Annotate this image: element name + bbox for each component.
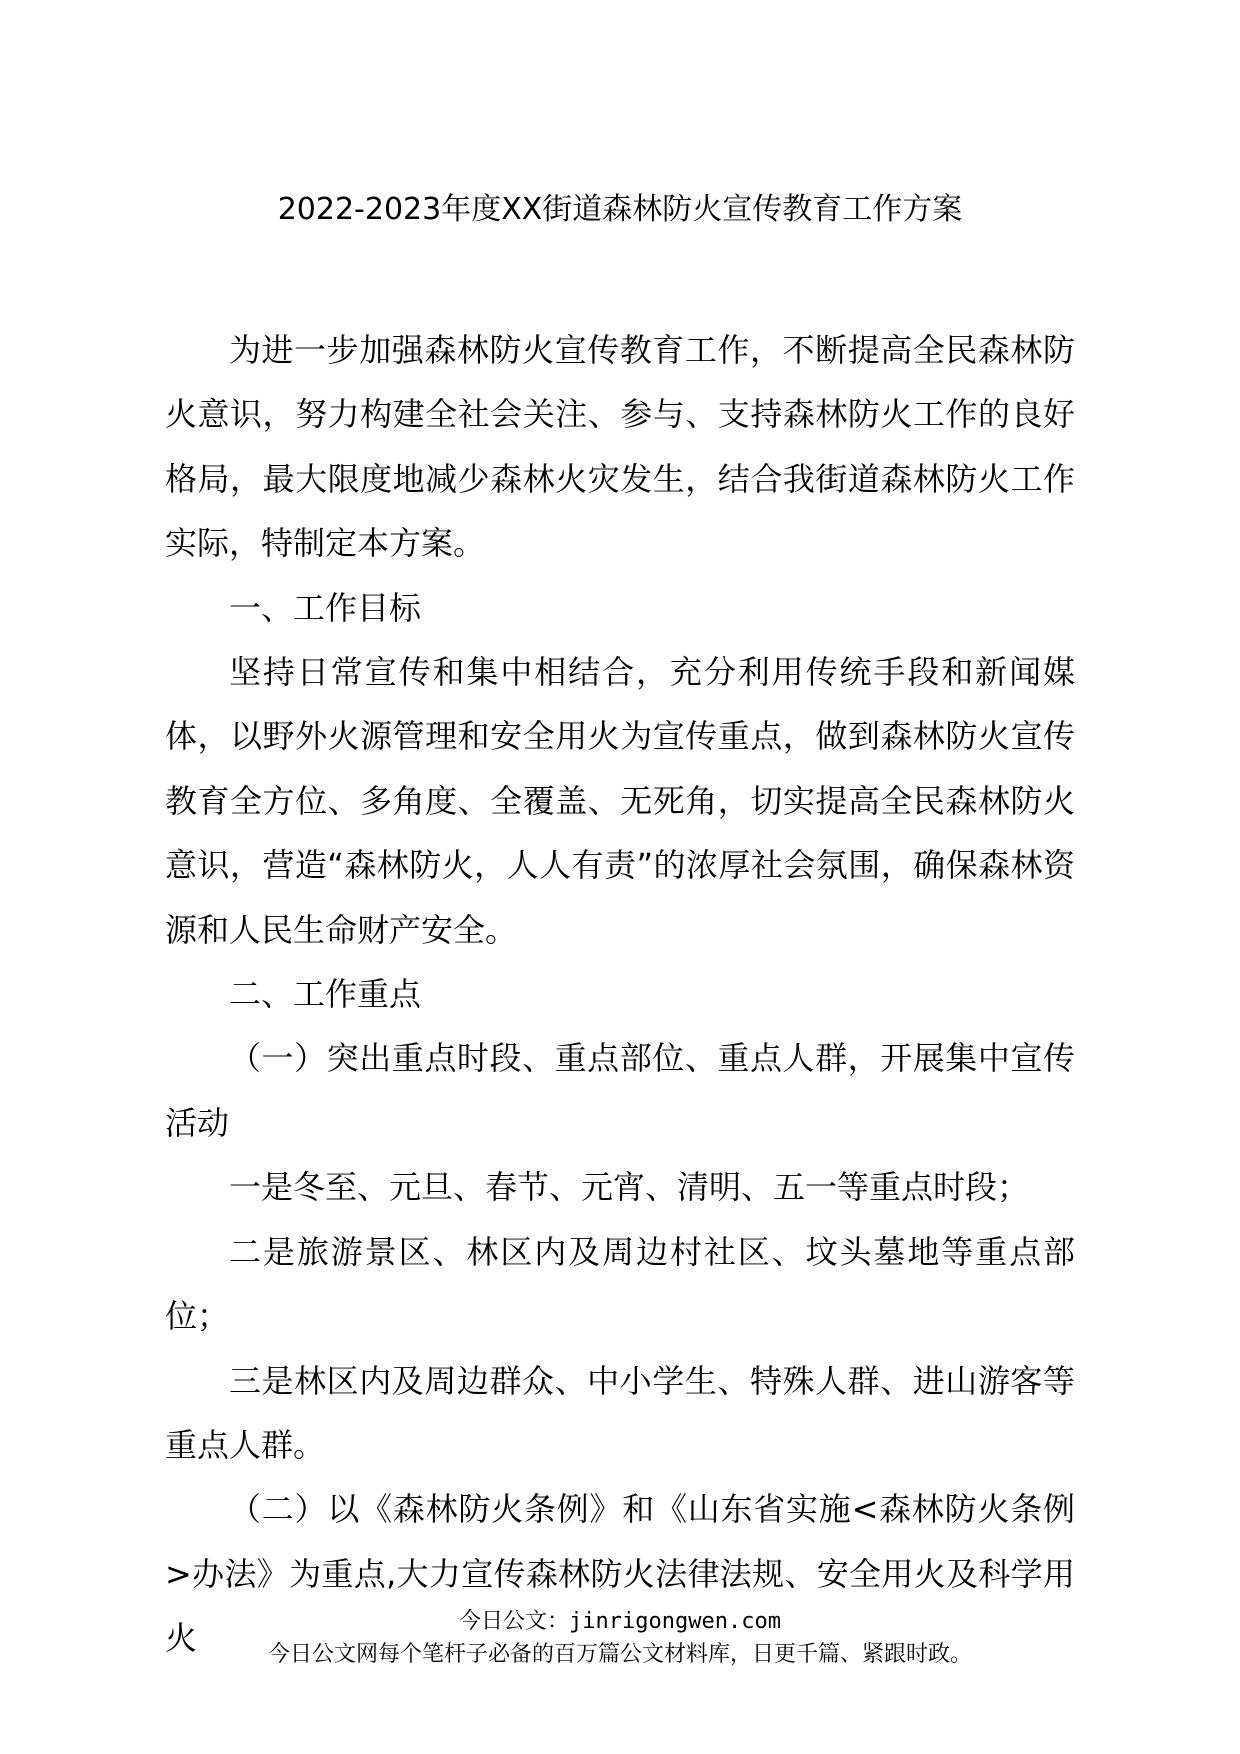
- subsection-heading-1: （一）突出重点时段、重点部位、重点人群，开展集中宣传活动: [165, 1039, 1075, 1142]
- document-body: [165, 318, 1075, 1671]
- footer-slogan: 今日公文网每个笔杆子必备的百万篇公文材料库，日更千篇、紧跟时政。: [267, 1642, 972, 1667]
- intro-paragraph: 为进一步加强森林防火宣传教育工作，不断提高全民森林防火意识，努力构建全社会关注、参与、支持森林防火工作的良好格局，最大限度地减少森林火灾发生，结合我街道森林防火工作实际，特制定本方案。: [165, 331, 1075, 563]
- focus-item-locations: 二是旅游景区、林区内及周边村社区、坟头墓地等重点部位；: [165, 1232, 1075, 1336]
- document-title: 2022-2023年度XX街道森林防火宣传教育工作方案: [277, 192, 963, 227]
- section-heading-goals: 一、工作目标: [229, 588, 422, 627]
- focus-item-periods: 一是冬至、元旦、春节、元宵、清明、五一等重点时段；: [229, 1168, 1030, 1207]
- section-heading-focus: 二、工作重点: [229, 975, 422, 1014]
- footer-site-label: 今日公文：: [459, 1609, 570, 1634]
- focus-item-groups: 三是林区内及周边群众、中小学生、特殊人群、进山游客等重点人群。: [165, 1361, 1075, 1464]
- subsection-heading-2: （二）以《森林防火条例》和《山东省实施<森林防火条例>办法》为重点,大力宣传森林防火法律法规、安全用火及科学用火: [165, 1490, 1075, 1658]
- footer-site: [0, 1607, 1240, 1637]
- footer-site-url[interactable]: jinrigongwen.com: [569, 1609, 781, 1634]
- goals-paragraph: 坚持日常宣传和集中相结合，充分利用传统手段和新闻媒体，以野外火源管理和安全用火为宣传重点，做到森林防火宣传教育全方位、多角度、全覆盖、无死角，切实提高全民森林防火意识，营造“森林防火，人人有责”的浓厚社会氛围，确保森林资源和人民生命财产安全。: [165, 653, 1075, 949]
